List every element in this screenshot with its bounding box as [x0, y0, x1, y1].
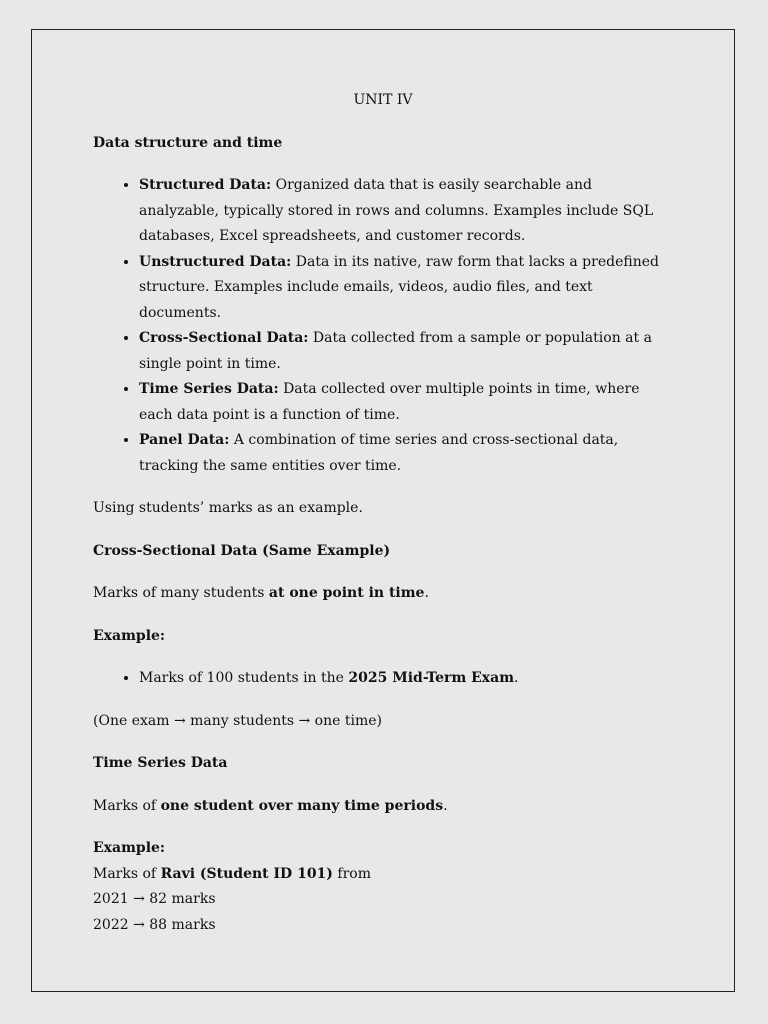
list-item: • Marks of 100 students in the 2025 Mid-Term Exam. [139, 666, 673, 692]
cross-sectional-note: (One exam → many students → one time) [93, 712, 382, 729]
intro-text: Using students’ marks as an example. [93, 500, 363, 516]
document-content [93, 88, 673, 938]
time-series-year-line: 2021 → 82 marks [93, 891, 216, 907]
time-series-description: Marks of one student over many time periods. [93, 797, 448, 814]
list-item: • Panel Data: A combination of time series and cross-sectional data, tracking the same entities over time. [139, 428, 673, 479]
time-series-marks-intro: Marks of Ravi (Student ID 101) from [93, 865, 371, 882]
list-item: • Cross-Sectional Data: Data collected from a sample or population at a single point in time. [139, 326, 673, 377]
data-types-list [93, 173, 673, 479]
cross-sectional-example-list [93, 666, 673, 692]
list-item: • Time Series Data: Data collected over multiple points in time, where each data point is a function of time. [139, 377, 673, 428]
document-page [31, 29, 735, 992]
cross-sectional-example-label: Example: [93, 627, 166, 644]
time-series-example-label: Example: [93, 840, 166, 856]
time-series-year-line: 2022 → 88 marks [93, 916, 216, 933]
section-heading: Data structure and time [93, 134, 283, 151]
list-item: • Structured Data: Organized data that is easily searchable and analyzable, typically stored in rows and columns. Examples include SQL databases, Excel spreadsheets, and customer records. [139, 173, 673, 250]
unit-title: UNIT IV [353, 92, 413, 108]
cross-sectional-heading: Cross-Sectional Data (Same Example) [93, 542, 391, 559]
time-series-heading: Time Series Data [93, 755, 228, 771]
list-item: • Unstructured Data: Data in its native, raw form that lacks a predefined structure. Examples include emails, videos, audio files, and text documents. [139, 250, 673, 327]
cross-sectional-description: Marks of many students at one point in time. [93, 585, 429, 601]
